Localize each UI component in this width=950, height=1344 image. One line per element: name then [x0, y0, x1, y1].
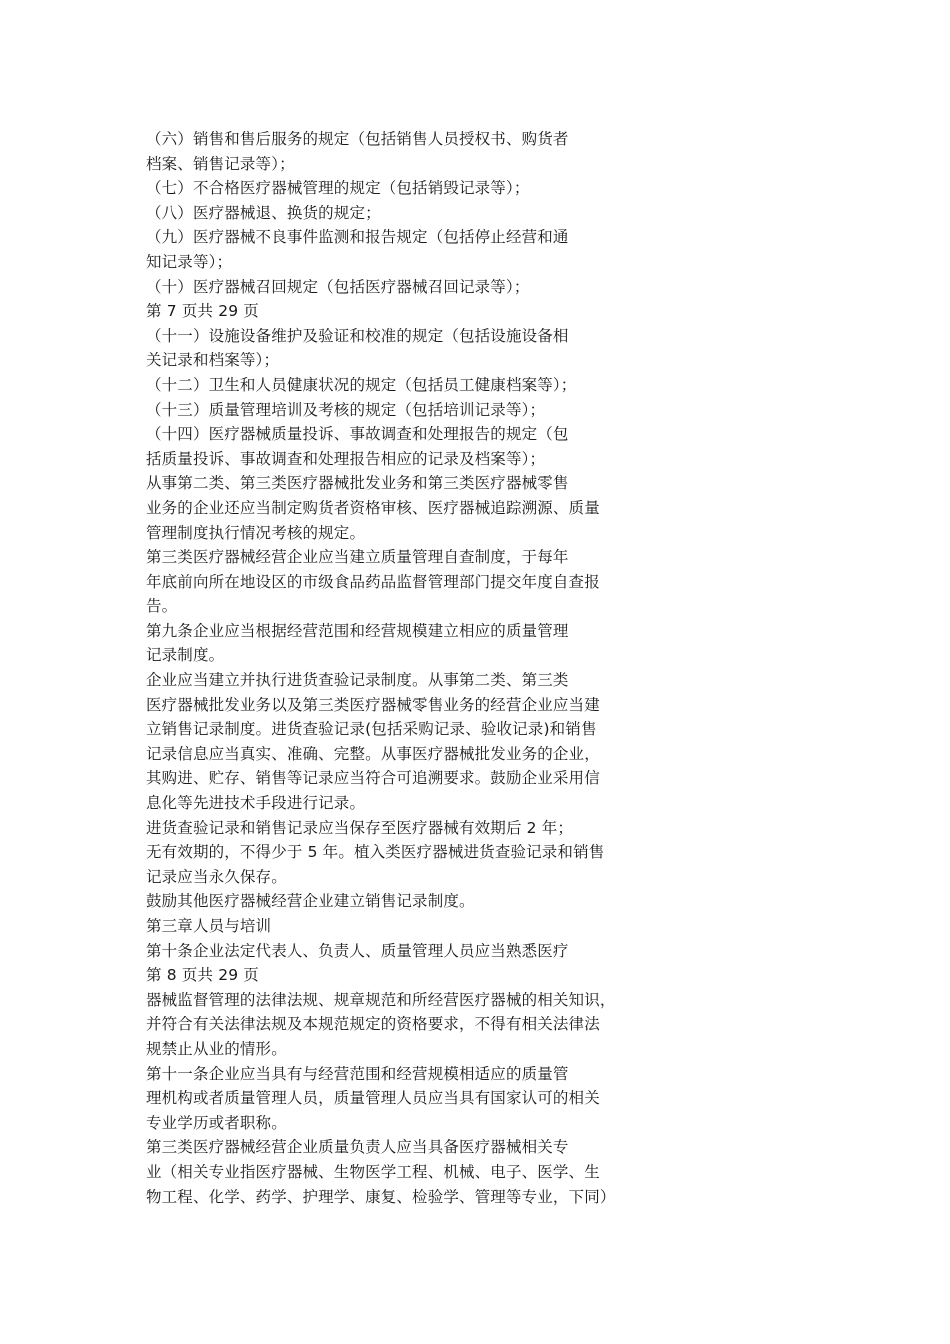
text-line: 记录信息应当真实、准确、完整。从事医疗器械批发业务的企业， — [146, 744, 600, 763]
text-line: 物工程、化学、药学、护理学、康复、检验学、管理等专业，下同） — [146, 1187, 616, 1206]
text-line: 第九条企业应当根据经营范围和经营规模建立相应的质量管理 — [146, 621, 569, 640]
text-line: 规禁止从业的情形。 — [146, 1039, 287, 1058]
text-line: （十一）设施设备维护及验证和校准的规定（包括设施设备相 — [146, 326, 569, 345]
text-line: 其购进、贮存、销售等记录应当符合可追溯要求。鼓励企业采用信 — [146, 769, 600, 788]
text-line: 业务的企业还应当制定购货者资格审核、医疗器械追踪溯源、质量 — [146, 498, 600, 517]
text-line: （十二）卫生和人员健康状况的规定（包括员工健康档案等）； — [146, 375, 577, 394]
text-line: （十）医疗器械召回规定（包括医疗器械召回记录等）； — [146, 277, 530, 296]
chapter-heading: 第三章人员与培训 — [146, 917, 272, 935]
document-page — [146, 127, 646, 1209]
text-line: 鼓励其他医疗器械经营企业建立销售记录制度。 — [146, 892, 475, 911]
text-line: 器械监督管理的法律法规、规章规范和所经营医疗器械的相关知识， — [146, 990, 616, 1009]
text-line: 管理制度执行情况考核的规定。 — [146, 523, 366, 542]
text-line: 并符合有关法律法规及本规范规定的资格要求，不得有相关法律法 — [146, 1015, 600, 1034]
page-number: 第 7 页共 29 页 — [146, 302, 259, 321]
text-line: 第十条企业法定代表人、负责人、质量管理人员应当熟悉医疗 — [146, 941, 569, 960]
page-number: 第 8 页共 29 页 — [146, 966, 259, 985]
text-line: 记录应当永久保存。 — [146, 867, 287, 886]
text-line: 括质量投诉、事故调查和处理报告相应的记录及档案等）； — [146, 449, 546, 468]
text-line: 理机构或者质量管理人员，质量管理人员应当具有国家认可的相关 — [146, 1089, 600, 1108]
text-line: 档案、销售记录等）； — [146, 154, 295, 173]
text-line: 第三类医疗器械经营企业质量负责人应当具备医疗器械相关专 — [146, 1138, 569, 1157]
text-line: 企业应当建立并执行进货查验记录制度。从事第二类、第三类 — [146, 671, 569, 690]
text-line: （八）医疗器械退、换货的规定； — [146, 203, 381, 222]
text-line: （十三）质量管理培训及考核的规定（包括培训记录等）； — [146, 400, 546, 419]
text-line: 进货查验记录和销售记录应当保存至医疗器械有效期后 2 年； — [146, 818, 574, 837]
text-line: 专业学历或者职称。 — [146, 1113, 287, 1132]
text-line: 第三类医疗器械经营企业应当建立质量管理自查制度，于每年 — [146, 548, 569, 567]
text-line: （十四）医疗器械质量投诉、事故调查和处理报告的规定（包 — [146, 425, 569, 444]
text-line: 立销售记录制度。进货查验记录(包括采购记录、验收记录)和销售 — [146, 720, 597, 739]
text-line: 记录制度。 — [146, 646, 225, 665]
text-line: 知记录等）； — [146, 252, 233, 271]
text-line: 告。 — [146, 597, 178, 616]
text-line: 年底前向所在地设区的市级食品药品监督管理部门提交年度自查报 — [146, 572, 600, 591]
text-line: 业（相关专业指医疗器械、生物医学工程、机械、电子、医学、生 — [146, 1162, 600, 1181]
text-line: 第十一条企业应当具有与经营范围和经营规模相适应的质量管 — [146, 1064, 569, 1083]
text-line: 从事第二类、第三类医疗器械批发业务和第三类医疗器械零售 — [146, 474, 569, 493]
text-line: （九）医疗器械不良事件监测和报告规定（包括停止经营和通 — [146, 228, 569, 247]
text-line: 无有效期的，不得少于 5 年。植入类医疗器械进货查验记录和销售 — [146, 843, 605, 862]
text-line: 息化等先进技术手段进行记录。 — [146, 794, 366, 813]
text-line: 医疗器械批发业务以及第三类医疗器械零售业务的经营企业应当建 — [146, 695, 600, 714]
text-line: （七）不合格医疗器械管理的规定（包括销毁记录等）； — [146, 179, 530, 198]
text-line: 关记录和档案等）； — [146, 351, 280, 370]
text-line: （六）销售和售后服务的规定（包括销售人员授权书、购货者 — [146, 130, 569, 148]
